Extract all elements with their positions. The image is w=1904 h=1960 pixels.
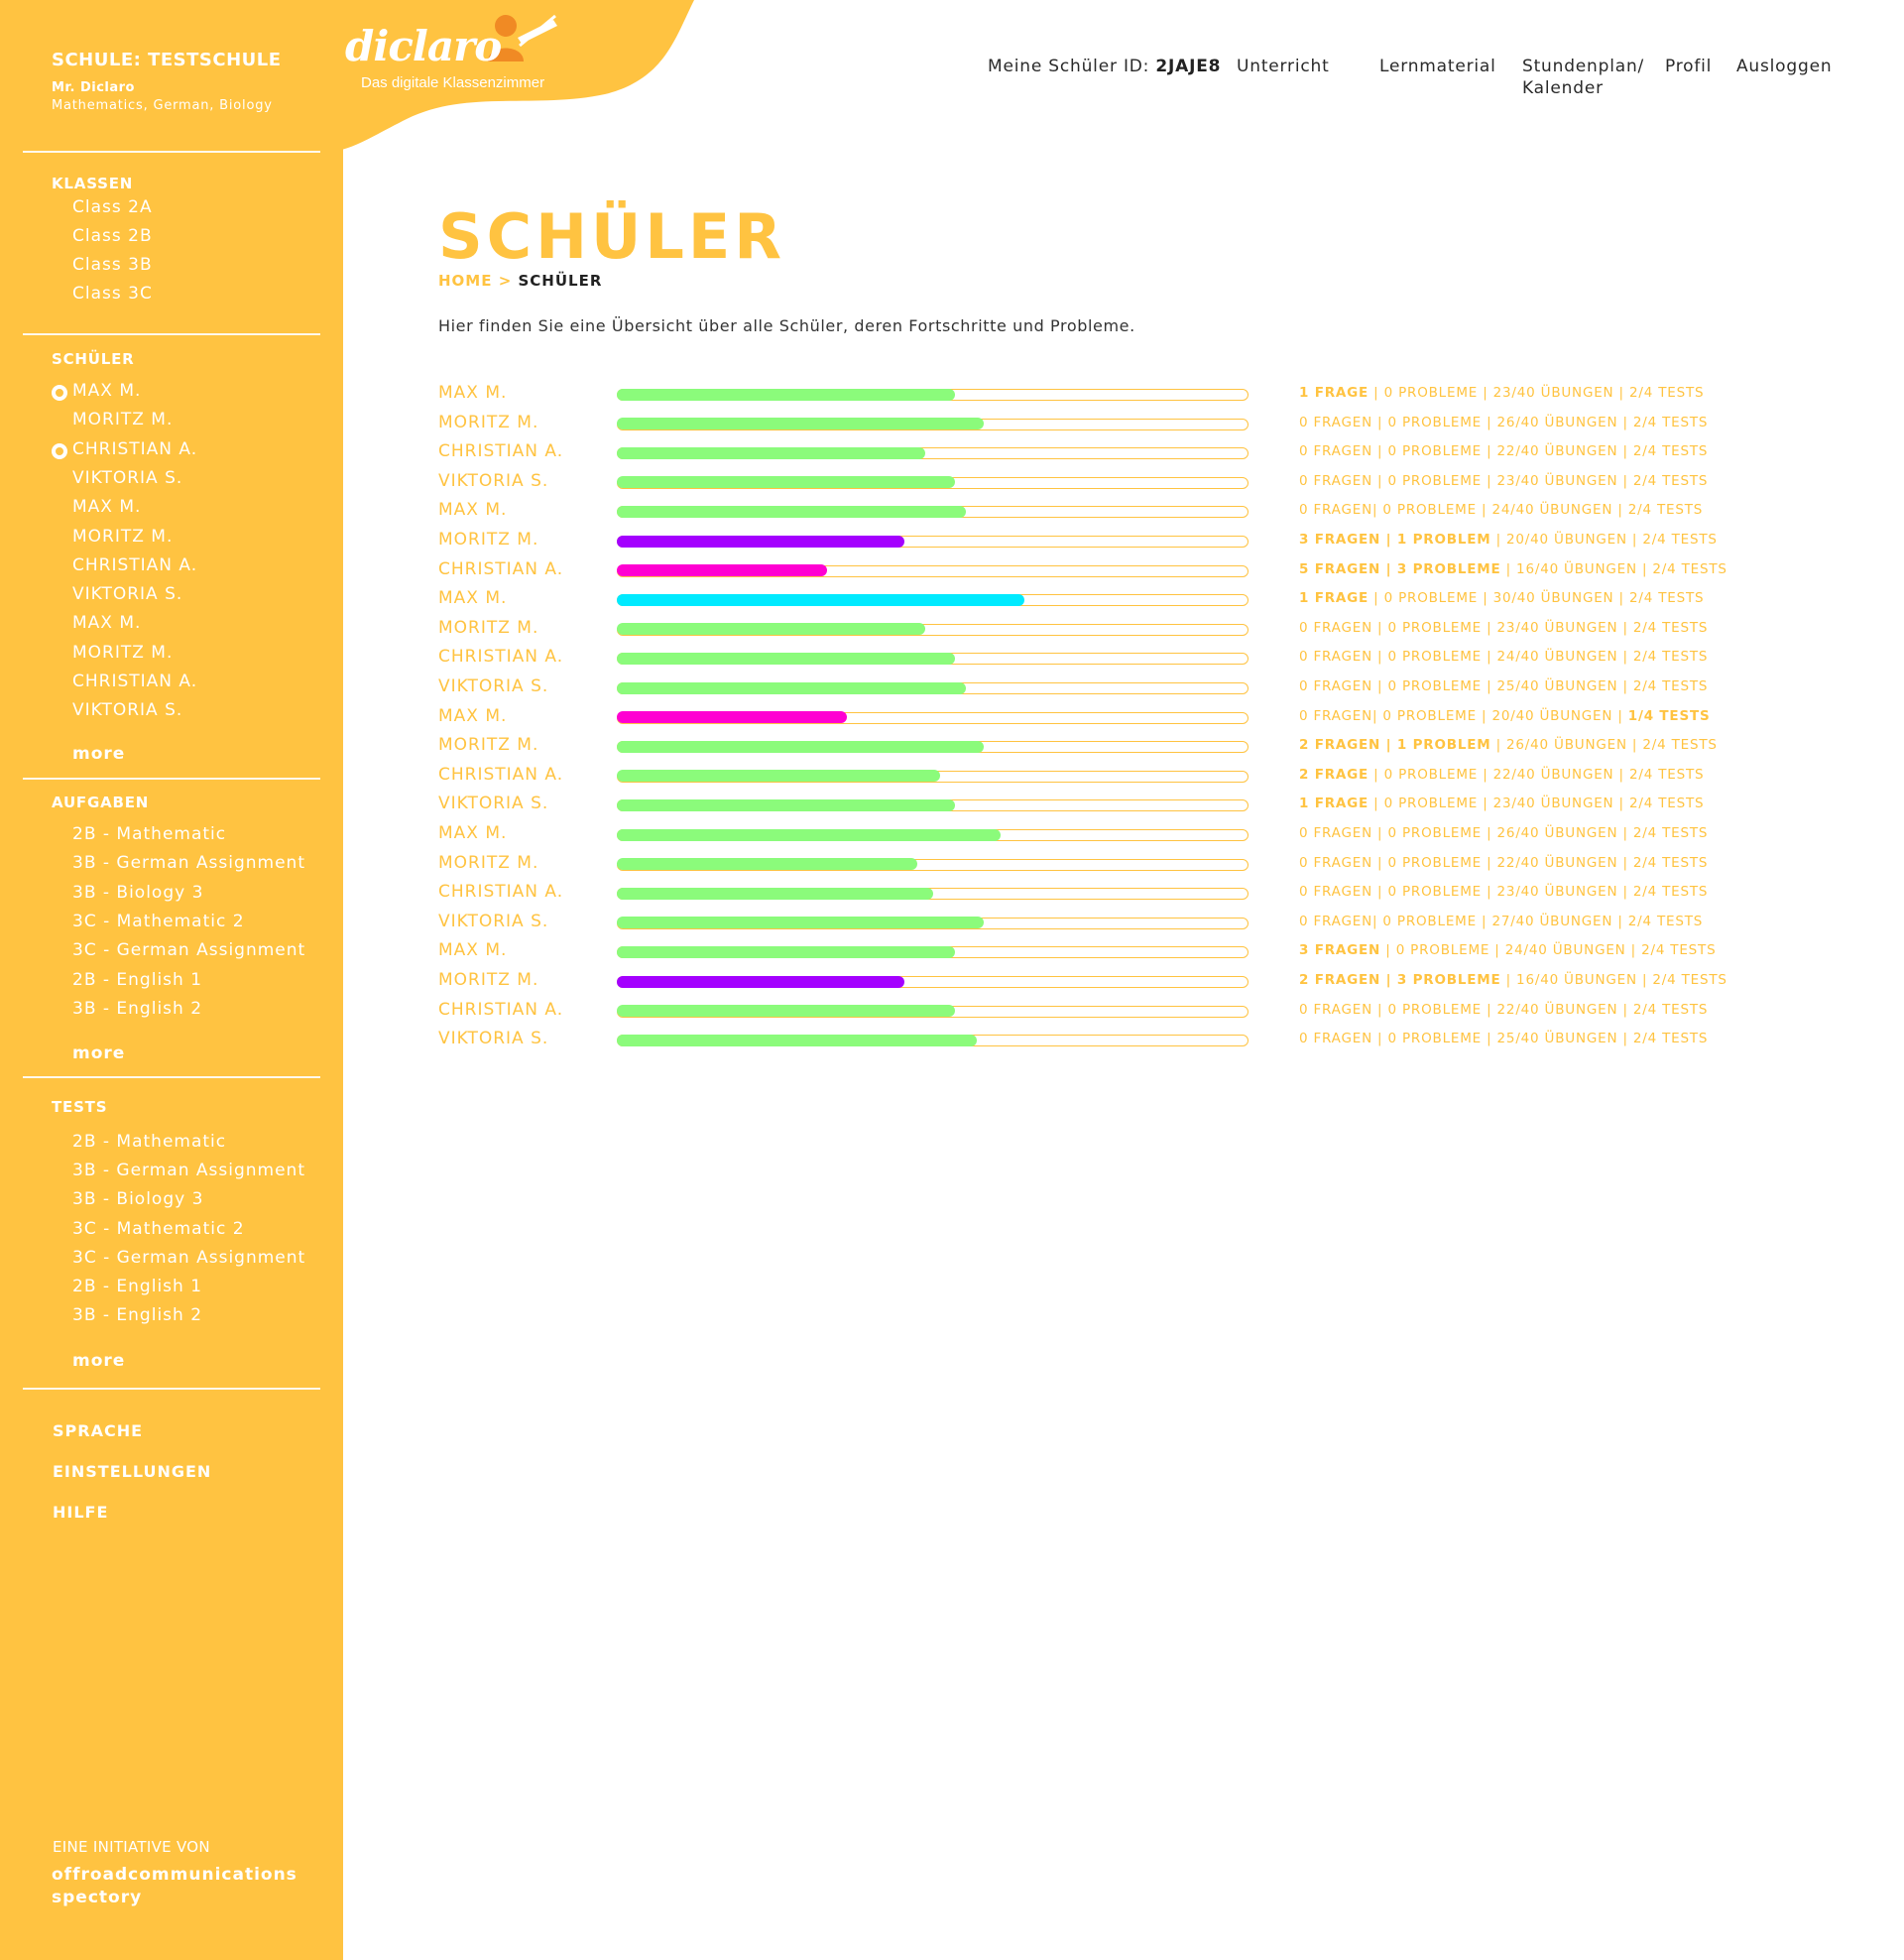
student-name[interactable]: VIKTORIA S. [438,470,549,491]
progress-bar [617,976,1249,988]
student-name[interactable]: MORITZ M. [438,412,539,432]
stats-segment: | 0 PROBLEME | 22/40 ÜBUNGEN | 2/4 TESTS [1368,766,1705,783]
divider [23,151,320,153]
aufgaben-heading[interactable]: AUFGABEN [52,794,150,811]
student-stats [1299,737,1718,753]
student-name[interactable]: MORITZ M. [438,852,539,873]
klassen-heading[interactable]: KLASSEN [52,175,134,192]
tests-heading[interactable]: TESTS [52,1098,108,1116]
student-row[interactable] [438,1000,1727,1024]
progress-bar [617,799,1249,811]
sprache-link[interactable]: SPRACHE [53,1421,144,1440]
nav-profil[interactable]: Profil [1665,57,1713,76]
nav-unterricht[interactable]: Unterricht [1237,57,1330,76]
sidebar-item-student[interactable]: MAX M. [72,613,142,634]
progress-fill [617,917,984,928]
sidebar-item-student[interactable]: VIKTORIA S. [72,700,183,721]
nav-stundenplan[interactable] [1522,56,1644,99]
progress-fill [617,976,904,988]
sidebar-item-aufgabe[interactable]: 3B - Biology 3 [72,882,204,903]
progress-fill [617,389,955,401]
sidebar-item-test[interactable]: 3C - German Assignment [72,1247,306,1268]
student-name[interactable]: CHRISTIAN A. [438,558,564,579]
progress-fill [617,858,917,870]
student-id-label: Meine Schüler ID: [988,57,1156,76]
sidebar-item-aufgabe[interactable]: 3C - Mathematic 2 [72,911,245,931]
stats-segment: 3 FRAGEN [1299,942,1381,959]
stats-segment: | 0 PROBLEME | 23/40 ÜBUNGEN | 2/4 TESTS [1368,385,1705,401]
stats-segment: 0 FRAGEN | 0 PROBLEME | 26/40 ÜBUNGEN | 2/4 TESTS [1299,414,1709,430]
progress-bar [617,829,1249,841]
progress-bar [617,653,1249,665]
student-stats [1299,1031,1708,1046]
student-row[interactable] [438,441,1727,465]
student-row[interactable] [438,794,1727,817]
student-name[interactable]: CHRISTIAN A. [438,764,564,785]
sidebar-item-test[interactable]: 2B - English 1 [72,1277,203,1296]
teacher-subjects: Mathematics, German, Biology [52,98,273,113]
stats-segment: 0 FRAGEN | 0 PROBLEME | 24/40 ÜBUNGEN | 2/4 TESTS [1299,649,1709,666]
stats-segment: | 0 PROBLEME | 23/40 ÜBUNGEN | 2/4 TESTS [1368,796,1705,812]
student-name[interactable]: MORITZ M. [438,617,539,638]
stats-segment: 2 FRAGEN | 1 PROBLEM [1299,737,1491,754]
student-name[interactable]: VIKTORIA S. [438,911,549,931]
sidebar-item-student[interactable]: MAX M. [72,497,142,518]
hilfe-link[interactable]: HILFE [53,1503,109,1522]
student-stats [1299,914,1703,929]
sidebar-item-student[interactable]: VIKTORIA S. [72,584,183,605]
sidebar-item-student[interactable]: MORITZ M. [72,526,174,547]
stats-segment: 0 FRAGEN | 0 PROBLEME | 25/40 ÜBUNGEN | 2/4 TESTS [1299,678,1709,694]
progress-fill [617,682,966,694]
student-stats [1299,532,1718,548]
progress-bar [617,888,1249,900]
student-stats [1299,415,1708,430]
stats-segment: 0 FRAGEN| 0 PROBLEME | 27/40 ÜBUNGEN | 2/4 TESTS [1299,913,1704,929]
student-stats [1299,473,1708,489]
stats-segment: | 16/40 ÜBUNGEN | 2/4 TESTS [1500,972,1727,988]
student-row[interactable] [438,1029,1727,1052]
student-name[interactable]: MAX M. [438,705,508,726]
progress-fill [617,418,984,429]
einstellungen-link[interactable]: EINSTELLUNGEN [53,1462,212,1481]
progress-fill [617,770,940,782]
student-stats [1299,825,1708,841]
student-row[interactable] [438,823,1727,847]
student-row[interactable] [438,853,1727,877]
partner-offroad[interactable]: offroadcommunications [52,1865,298,1885]
student-stats [1299,1002,1708,1018]
nav-stundenplan-line2: Kalender [1522,78,1604,98]
progress-bar [617,1006,1249,1018]
progress-fill [617,653,955,665]
progress-fill [617,888,933,900]
student-name[interactable]: MAX M. [438,940,508,961]
sidebar-item-student[interactable]: VIKTORIA S. [72,467,183,488]
student-stats [1299,855,1708,871]
sidebar [0,0,343,1960]
progress-fill [617,564,827,576]
student-stats [1299,972,1727,988]
student-name[interactable]: MAX M. [438,823,508,843]
stats-segment: 1 FRAGE [1299,590,1369,607]
sidebar-item-student[interactable]: CHRISTIAN A. [72,672,198,691]
sidebar-item-student[interactable]: CHRISTIAN A. [72,554,198,575]
student-stats [1299,884,1708,900]
sidebar-item-student[interactable]: CHRISTIAN A. [72,438,198,459]
stats-segment: 1/4 TESTS [1627,707,1711,724]
student-stats [1299,443,1708,459]
sidebar-item-aufgabe[interactable]: 3C - German Assignment [72,940,306,961]
student-row[interactable] [438,471,1727,495]
sidebar-item-aufgabe[interactable]: 2B - English 1 [72,969,203,990]
student-row[interactable] [438,706,1727,730]
sidebar-item-student[interactable]: MORITZ M. [72,642,174,663]
student-name[interactable]: CHRISTIAN A. [438,441,564,462]
stats-segment: 0 FRAGEN| 0 PROBLEME | 24/40 ÜBUNGEN | 2/4 TESTS [1299,502,1704,519]
progress-bar [617,946,1249,958]
student-stats [1299,502,1703,518]
sidebar-item-test[interactable]: 3B - German Assignment [72,1161,305,1181]
stats-segment: 5 FRAGEN | 3 PROBLEME [1299,560,1501,577]
student-row[interactable] [438,647,1727,671]
progress-fill [617,476,955,488]
nav-lernmaterial[interactable]: Lernmaterial [1379,57,1496,76]
student-row[interactable] [438,765,1727,789]
divider [23,1388,320,1390]
student-id-value: 2JAJE8 [1155,57,1222,76]
progress-fill [617,1035,977,1046]
progress-bar [617,771,1249,783]
sidebar-item-test[interactable]: 3B - Biology 3 [72,1189,204,1210]
student-stats [1299,942,1716,958]
selected-radio-icon[interactable] [52,443,67,459]
divider [23,1076,320,1078]
progress-bar [617,624,1249,636]
student-name[interactable]: VIKTORIA S. [438,1029,549,1049]
student-stats [1299,796,1704,811]
student-id [988,57,1221,76]
sidebar-item-student[interactable]: MAX M. [72,381,142,401]
breadcrumb [438,272,602,290]
schueler-heading[interactable]: SCHÜLER [52,350,135,368]
student-stats [1299,385,1704,401]
progress-fill [617,623,925,635]
page-title: SCHÜLER [438,200,785,273]
stats-segment: | 0 PROBLEME | 30/40 ÜBUNGEN | 2/4 TESTS [1368,590,1705,607]
logo[interactable] [337,0,704,154]
progress-bar [617,741,1249,753]
intro-text: Hier finden Sie eine Übersicht über alle Schüler, deren Fortschritte und Probleme. [438,316,1135,335]
student-name[interactable]: CHRISTIAN A. [438,999,564,1020]
sidebar-item-aufgabe[interactable]: 3B - English 2 [72,998,203,1019]
stats-segment: | 20/40 ÜBUNGEN | 2/4 TESTS [1490,532,1718,548]
student-row[interactable] [438,559,1727,583]
stats-segment: 0 FRAGEN| 0 PROBLEME | 20/40 ÜBUNGEN | [1299,707,1628,724]
sidebar-item-class[interactable]: Class 2A [72,197,153,217]
sidebar-item-aufgabe[interactable]: 2B - Mathematic [72,824,227,844]
progress-fill [617,741,984,753]
student-row[interactable] [438,735,1727,759]
student-name[interactable]: MORITZ M. [438,970,539,990]
sidebar-item-test[interactable]: 3C - Mathematic 2 [72,1218,245,1239]
progress-bar [617,536,1249,548]
progress-fill [617,594,1024,606]
student-row[interactable] [438,882,1727,906]
progress-fill [617,711,847,723]
progress-bar [617,506,1249,518]
breadcrumb-current: SCHÜLER [518,272,603,290]
student-stats [1299,590,1704,606]
progress-fill [617,1005,955,1017]
student-name[interactable]: CHRISTIAN A. [438,882,564,903]
logo-tagline: Das digitale Klassenzimmer [361,74,545,91]
sidebar-item-class[interactable]: Class 3C [72,284,153,304]
breadcrumb-home[interactable]: HOME [438,272,493,290]
tests-more-link[interactable]: more [72,1351,126,1371]
schueler-more-link[interactable]: more [72,744,126,764]
progress-fill [617,447,925,459]
progress-fill [617,829,1001,841]
progress-bar [617,682,1249,694]
sidebar-item-test[interactable]: 2B - Mathematic [72,1132,227,1152]
stats-segment: 0 FRAGEN | 0 PROBLEME | 22/40 ÜBUNGEN | 2/4 TESTS [1299,1001,1709,1018]
stats-segment: 0 FRAGEN | 0 PROBLEME | 25/40 ÜBUNGEN | 2/4 TESTS [1299,1031,1709,1047]
stats-segment: 0 FRAGEN | 0 PROBLEME | 22/40 ÜBUNGEN | 2/4 TESTS [1299,854,1709,871]
progress-fill [617,506,966,518]
progress-fill [617,536,904,548]
student-stats [1299,767,1704,783]
progress-fill [617,799,955,811]
student-row[interactable] [438,940,1727,964]
stats-segment: | 26/40 ÜBUNGEN | 2/4 TESTS [1490,737,1718,754]
progress-fill [617,946,955,958]
progress-bar [617,918,1249,929]
progress-bar [617,447,1249,459]
stats-segment: | 0 PROBLEME | 24/40 ÜBUNGEN | 2/4 TESTS [1380,942,1717,959]
sidebar-item-test[interactable]: 3B - English 2 [72,1305,203,1326]
teacher-name: Mr. Diclaro [52,80,135,95]
student-row[interactable] [438,970,1727,994]
student-name[interactable]: VIKTORIA S. [438,676,549,696]
sidebar-item-class[interactable]: Class 3B [72,255,153,275]
progress-bar [617,859,1249,871]
aufgaben-more-link[interactable]: more [72,1043,126,1063]
stats-segment: 1 FRAGE [1299,796,1369,812]
student-row[interactable] [438,912,1727,935]
divider [23,778,320,780]
stats-segment: 0 FRAGEN | 0 PROBLEME | 22/40 ÜBUNGEN | 2/4 TESTS [1299,443,1709,460]
school-name: SCHULE: TESTSCHULE [52,50,282,70]
progress-bar [617,389,1249,401]
student-name[interactable]: CHRISTIAN A. [438,647,564,668]
stats-segment: 0 FRAGEN | 0 PROBLEME | 23/40 ÜBUNGEN | 2/4 TESTS [1299,619,1709,636]
student-row[interactable] [438,530,1727,553]
student-stats [1299,708,1711,724]
partner-spectory[interactable]: spectory [52,1888,143,1907]
student-row[interactable] [438,588,1727,612]
student-stats [1299,620,1708,636]
nav-ausloggen[interactable]: Ausloggen [1736,57,1833,76]
student-name[interactable]: MAX M. [438,383,508,403]
stats-segment: | 16/40 ÜBUNGEN | 2/4 TESTS [1500,560,1727,577]
sidebar-item-class[interactable]: Class 2B [72,226,153,246]
student-row[interactable] [438,383,1727,407]
stats-segment: 1 FRAGE [1299,385,1369,401]
selected-radio-icon[interactable] [52,385,67,401]
sidebar-item-student[interactable]: MORITZ M. [72,410,174,430]
student-stats [1299,649,1708,665]
student-name[interactable]: MAX M. [438,588,508,609]
progress-bar [617,419,1249,430]
breadcrumb-separator: > [492,272,519,290]
progress-bar [617,477,1249,489]
sidebar-item-aufgabe[interactable]: 3B - German Assignment [72,853,305,874]
logo-name: diclaro [345,22,502,70]
stats-segment: 2 FRAGE [1299,766,1369,783]
student-name[interactable]: MORITZ M. [438,735,539,756]
student-stats [1299,678,1708,694]
initiative-label: EINE INITIATIVE VON [53,1838,210,1856]
nav-stundenplan-line1: Stundenplan/ [1522,57,1645,76]
student-row[interactable] [438,413,1727,436]
progress-bar [617,712,1249,724]
progress-bar [617,594,1249,606]
stats-segment: 0 FRAGEN | 0 PROBLEME | 23/40 ÜBUNGEN | 2/4 TESTS [1299,472,1709,489]
student-row[interactable] [438,618,1727,642]
student-name[interactable]: MAX M. [438,500,508,521]
student-name[interactable]: MORITZ M. [438,530,539,550]
progress-bar [617,565,1249,577]
student-row[interactable] [438,676,1727,700]
student-stats [1299,561,1727,577]
progress-bar [617,1035,1249,1046]
student-row[interactable] [438,500,1727,524]
stats-segment: 2 FRAGEN | 3 PROBLEME [1299,972,1501,988]
stats-segment: 0 FRAGEN | 0 PROBLEME | 23/40 ÜBUNGEN | 2/4 TESTS [1299,884,1709,901]
student-name[interactable]: VIKTORIA S. [438,794,549,814]
stats-segment: 3 FRAGEN | 1 PROBLEM [1299,532,1491,548]
divider [23,333,320,335]
stats-segment: 0 FRAGEN | 0 PROBLEME | 26/40 ÜBUNGEN | 2/4 TESTS [1299,825,1709,841]
